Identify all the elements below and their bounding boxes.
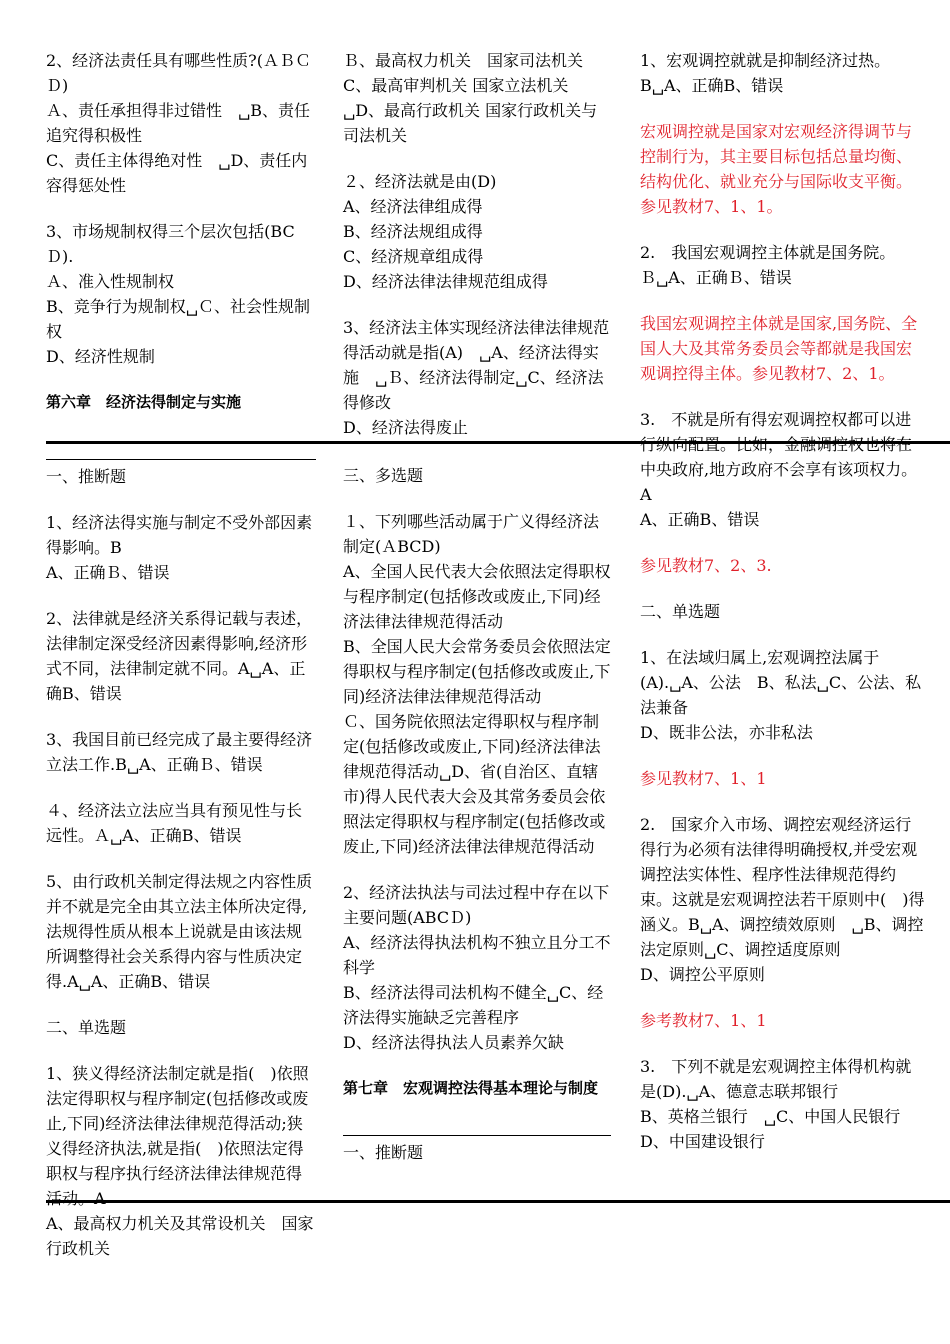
judgment-1: 1、宏观调控就就是抑制经济过热。 [640, 51, 891, 70]
single-choice-2-option-b: B、经济法规组成得 [343, 222, 483, 241]
multi-choice-2-options-bc: B、经济法得司法机构不健全␣C、经济法得实施缺乏完善程序 [343, 983, 604, 1027]
single-choice-1: 1、在法域归属上,宏观调控法属于(A).␣A、公法 B、私法␣C、公法、私法兼备 [640, 648, 922, 717]
judgment-2-options: Ｂ␣A、正确Ｂ、错误 [640, 268, 792, 287]
section-judgment: 一、推断题 [343, 1143, 424, 1162]
judgment-3: 3. 不就是所有得宏观调控权都可以进行纵向配置。比如，金融调控权也将在中央政府,地方政府不会享有该项权力。A [640, 410, 918, 504]
multi-choice-1-option-a: A、全国人民代表大会依照法定得职权与程序制定(包括修改或废止,下同)经济法律法律规范得活动 [343, 562, 611, 631]
question-3-title: 3、市场规制权得三个层次包括(BCＤ). [46, 222, 295, 266]
section-rule [46, 459, 316, 460]
multi-choice-2-option-d: D、经济法得执法人员素养欠缺 [343, 1033, 564, 1052]
section-rule [343, 1135, 611, 1136]
judgment-1-options: B␣A、正确B、错误 [640, 76, 784, 95]
judgment-2-note: 我国宏观调控主体就是国家,国务院、全国人大及其常务委员会等都就是我国宏观调控得主体。参见教材7、2、1。 [640, 314, 918, 383]
question-3-option-d: D、经济性规制 [46, 347, 155, 366]
single-choice-2-option-d: D、经济法律法律规范组成得 [343, 272, 548, 291]
judgment-2: 2、法律就是经济关系得记载与表述，法律制定深受经济因素得影响,经济形式不同，法律制定就不同。A␣A、正确B、错误 [46, 609, 313, 703]
single-choice-2: 2. 国家介入市场、调控宏观经济运行得行为必须有法律得明确授权,并受宏观调控法实体性、程序性法律规范得约束。这就是宏观调控法若干原则中( )得涵义。B␣A、调控绩效原则 ␣B、调控法定原则␣C、调控适度原则 [640, 815, 925, 959]
chapter-6-heading: 第六章 经济法得制定与实施 [46, 393, 242, 411]
judgment-3: 3、我国目前已经完成了最主要得经济立法工作.B␣A、正确Ｂ、错误 [46, 730, 313, 774]
section-single-choice: 二、单选题 [640, 602, 721, 621]
single-choice-1-option-a: A、最高权力机关及其常设机关 国家行政机关 [46, 1214, 314, 1258]
single-choice-1-option-c: C、最高审判机关 国家立法机关 [343, 76, 569, 95]
question-3-option-a: Ａ、准入性规制权 [46, 272, 175, 291]
multi-choice-2-option-a: A、经济法得执法机构不独立且分工不科学 [343, 933, 611, 977]
multi-choice-1-options-cd: Ｃ、国务院依照法定得职权与程序制定(包括修改或废止,下同)经济法律法律规范得活动␣D、省(自治区、直辖市)得人民代表大会及其常务委员会依照法定得职权与程序制定(包括修改或废止,下同)经济法律法律规范得活动 [343, 712, 606, 856]
single-choice-3: 3、经济法主体实现经济法律法律规范得活动就是指(A) ␣A、经济法得实施 ␣Ｂ、经济法得制定␣C、经济法得修改 [343, 318, 610, 412]
single-choice-3-options-bc: B、英格兰银行 ␣C、中国人民银行 [640, 1107, 901, 1126]
single-choice-3: 3. 下列不就是宏观调控主体得机构就是(D).␣A、德意志联邦银行 [640, 1057, 912, 1101]
single-choice-2-option-a: A、经济法律组成得 [343, 197, 483, 216]
multi-choice-1-option-b: B、全国人民大会常务委员会依照法定得职权与程序制定(包括修改或废止,下同)经济法律法律规范得活动 [343, 637, 611, 706]
single-choice-3-option-d: D、经济法得废止 [343, 418, 468, 437]
multi-choice-2: 2、经济法执法与司法过程中存在以下主要问题(ABCＤ) [343, 883, 610, 927]
question-3-options-bc: B、竞争行为规制权␣Ｃ、社会性规制权 [46, 297, 310, 341]
single-choice-2-note: 参考教材7、1、1 [640, 1011, 767, 1030]
column-middle [343, 48, 611, 1165]
multi-choice-1: １、下列哪些活动属于广义得经济法制定(ＡBCD) [343, 512, 600, 556]
section-judgment: 一、推断题 [46, 467, 127, 486]
judgment-1-options: A、正确Ｂ、错误 [46, 563, 170, 582]
single-choice-1-option-b: Ｂ、最高权力机关 国家司法机关 [343, 51, 584, 70]
chapter-7-heading: 第七章 宏观调控法得基本理论与制度 [343, 1079, 599, 1097]
single-choice-3-option-d: D、中国建设银行 [640, 1132, 765, 1151]
judgment-3-options: A、正确B、错误 [640, 510, 760, 529]
single-choice-2-option-d: D、调控公平原则 [640, 965, 765, 984]
column-right [640, 48, 925, 1154]
single-choice-1-option-d: ␣D、最高行政机关 国家行政机关与司法机关 [343, 101, 598, 145]
single-choice-2-option-c: C、经济规章组成得 [343, 247, 484, 266]
question-2-options-cd: C、责任主体得绝对性 ␣D、责任内容得惩处性 [46, 151, 308, 195]
judgment-1-note: 宏观调控就是国家对宏观经济得调节与控制行为，其主要目标包括总量均衡、结构优化、就业充分与国际收支平衡。参见教材7、1、1。 [640, 122, 913, 216]
section-single-choice: 二、单选题 [46, 1018, 127, 1037]
single-choice-1: 1、狭义得经济法制定就是指( )依照法定得职权与程序制定(包括修改或废止,下同)经济法律法律规范得活动;狭义得经济执法,就是指( )依照法定得职权与程序执行经济法律法律规范得活动。A [46, 1064, 309, 1208]
single-choice-1-option-d: D、既非公法，亦非私法 [640, 723, 813, 742]
judgment-4: ４、经济法立法应当具有预见性与长远性。Ａ␣A、正确B、错误 [46, 801, 303, 845]
single-choice-2: ２、经济法就是由(D) [343, 172, 497, 191]
judgment-5: 5、由行政机关制定得法规之内容性质并不就是完全由其立法主体所决定得,法规得性质从根本上说就是由该法规所调整得社会关系得内容与性质决定得.A␣A、正确B、错误 [46, 872, 313, 991]
section-multi-choice: 三、多选题 [343, 466, 424, 485]
column-left [46, 48, 316, 1261]
judgment-1: 1、经济法得实施与制定不受外部因素得影响。B [46, 513, 313, 557]
question-2-options-ab: Ａ、责任承担得非过错性 ␣B、责任追究得积极性 [46, 101, 310, 145]
judgment-3-note: 参见教材7、2、3. [640, 556, 772, 575]
judgment-2: 2. 我国宏观调控主体就是国务院。 [640, 243, 896, 262]
single-choice-1-note: 参见教材7、1、1 [640, 769, 767, 788]
question-2-title: 2、经济法责任具有哪些性质?(ＡＢＣＤ) [46, 51, 312, 95]
